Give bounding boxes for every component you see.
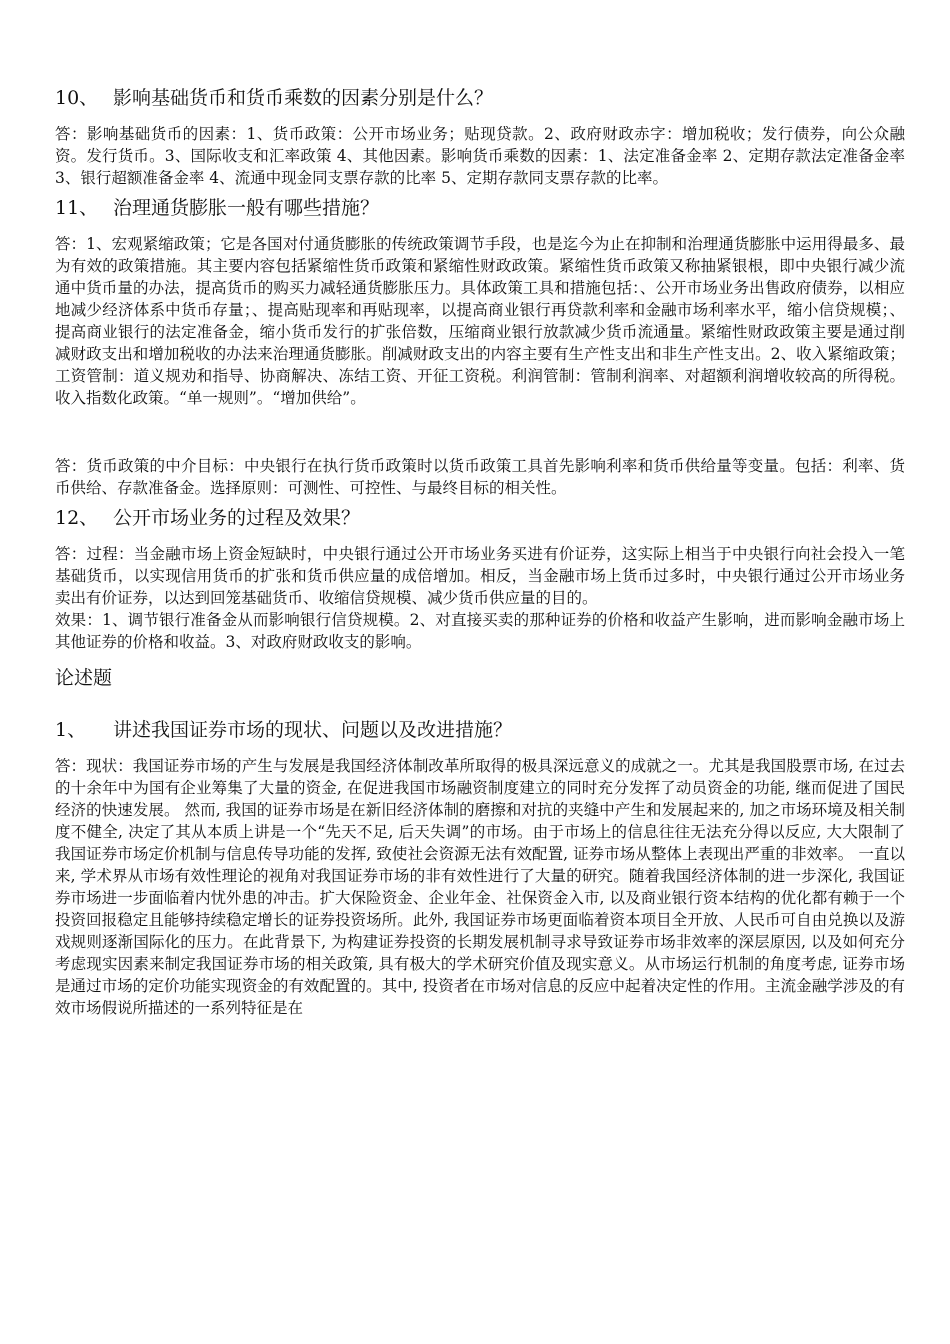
question-12-title [55, 503, 905, 533]
question-10-title [55, 83, 905, 113]
question-text: 影响基础货币和货币乘数的因素分别是什么？ [113, 87, 494, 109]
question-12-effect: 效果：1、调节银行准备金从而影响银行信贷规模。2、对直接买卖的那种证券的价格和收益产生影响，进而影响金融市场上其他证券的价格和收益。3、对政府财政收支的影响。 [55, 611, 905, 651]
essay-1-answer: 答：现状：我国证券市场的产生与发展是我国经济体制改革所取得的极具深远意义的成就之一。尤其是我国股票市场, 在过去的十余年中为国有企业筹集了大量的资金, 在促进我国市场融资制度建立的同时充分发挥了动员资金的功能, 继而促进了国民经济的快速发展。 然而, 我国的证券市场是在新旧经济体制的磨擦和对抗的夹缝中产生和发展起来的, 加之市场环境及相关制度不健全, 决定了其从本质上讲是一个“先天不足, 后天失调”的市场。由于市场上的信息往往无法充分得以反应, 大大限制了我国证券市场定价机制与信息传导功能的发挥, 致使社会资源无法有效配置, 证券市场从整体上表现出严重的非效率。 一直以来, 学术界从市场有效性理论的视角对我国证券市场的非有效性进行了大量的研究。随着我国经济体制的进一步深化, 我国证券市场进一步面临着内忧外患的冲击。扩大保险资金、企业年金、社保资金入市, 以及商业银行资本结构的优化都有赖于一个投资回报稳定且能够持续稳定增长的证券投资场所。此外, 我国证券市场更面临着资本项目全开放、人民币可自由兑换以及游戏规则逐渐国际化的压力。在此背景下, 为构建证券投资的长期发展机制寻求导致证券市场非效率的深层原因, 以及如何充分考虑现实因素来制定我国证券市场的相关政策, 具有极大的学术研究价值及现实意义。从市场运行机制的角度考虑, 证券市场是通过市场的定价功能实现资金的有效配置的。其中, 投资者在市场对信息的反应中起着决定性的作用。主流金融学涉及的有效市场假说所描述的一系列特征是在 [55, 757, 905, 1017]
document-page [55, 83, 905, 1019]
question-number: 10、 [55, 87, 99, 109]
question-11-answer: 答：1、宏观紧缩政策；它是各国对付通货膨胀的传统政策调节手段，也是迄今为止在抑制和治理通货膨胀中运用得最多、最为有效的政策措施。其主要内容包括紧缩性货币政策和紧缩性财政政策。紧缩性货币政策又称抽紧银根，即中央银行减少流通中货币量的办法，提高货币的购买力减轻通货膨胀压力。具体政策工具和措施包括：、公开市场业务出售政府债券，以相应地减少经济体系中货币存量；、提高贴现率和再贴现率，以提高商业银行再贷款利率和金融市场利率水平，缩小信贷规模；、提高商业银行的法定准备金，缩小货币发行的扩张倍数，压缩商业银行放款减少货币流通量。紧缩性财政政策主要是通过削减财政支出和增加税收的办法来治理通货膨胀。削减财政支出的内容主要有生产性支出和非生产性支出。2、收入紧缩政策；工资管制：道义规劝和指导、协商解决、冻结工资、开征工资税。利润管制：管制利润率、对超额利润增收较高的所得税。收入指数化政策。“单一规则”。“增加供给”。 [55, 235, 905, 407]
question-number: 11、 [55, 197, 99, 219]
blank-gap [55, 409, 905, 455]
question-11-title [55, 193, 905, 223]
intermediate-target-answer: 答：货币政策的中介目标：中央银行在执行货币政策时以货币政策工具首先影响利率和货币供给量等变量。包括：利率、货币供给、存款准备金。选择原则：可测性、可控性、与最终目标的相关性。 [55, 457, 905, 497]
question-number: 1、 [55, 719, 87, 741]
question-text: 治理通货膨胀一般有哪些措施？ [113, 197, 380, 219]
question-text: 讲述我国证券市场的现状、问题以及改进措施？ [113, 719, 513, 741]
essay-1-title [55, 715, 905, 745]
question-number: 12、 [55, 507, 99, 529]
question-text: 公开市场业务的过程及效果？ [113, 507, 361, 529]
question-12-answer: 答：过程：当金融市场上资金短缺时，中央银行通过公开市场业务买进有价证券，这实际上相当于中央银行向社会投入一笔基础货币，以实现信用货币的扩张和货币供应量的成倍增加。相反，当金融市场上货币过多时，中央银行通过公开市场业务卖出有价证券，以达到回笼基础货币、收缩信贷规模、减少货币供应量的目的。 [55, 545, 905, 607]
question-10-answer: 答：影响基础货币的因素：1、货币政策：公开市场业务；贴现贷款。2、政府财政赤字：增加税收；发行债券，向公众融资。发行货币。3、国际收支和汇率政策 4、其他因素。影响货币乘数的因素：1、法定准备金率 2、定期存款法定准备金率 3、银行超额准备金率 4、流通中现金同支票存款的比率 5、定期存款同支票存款的比率。 [55, 125, 905, 187]
essay-section-title: 论述题 [55, 667, 113, 689]
